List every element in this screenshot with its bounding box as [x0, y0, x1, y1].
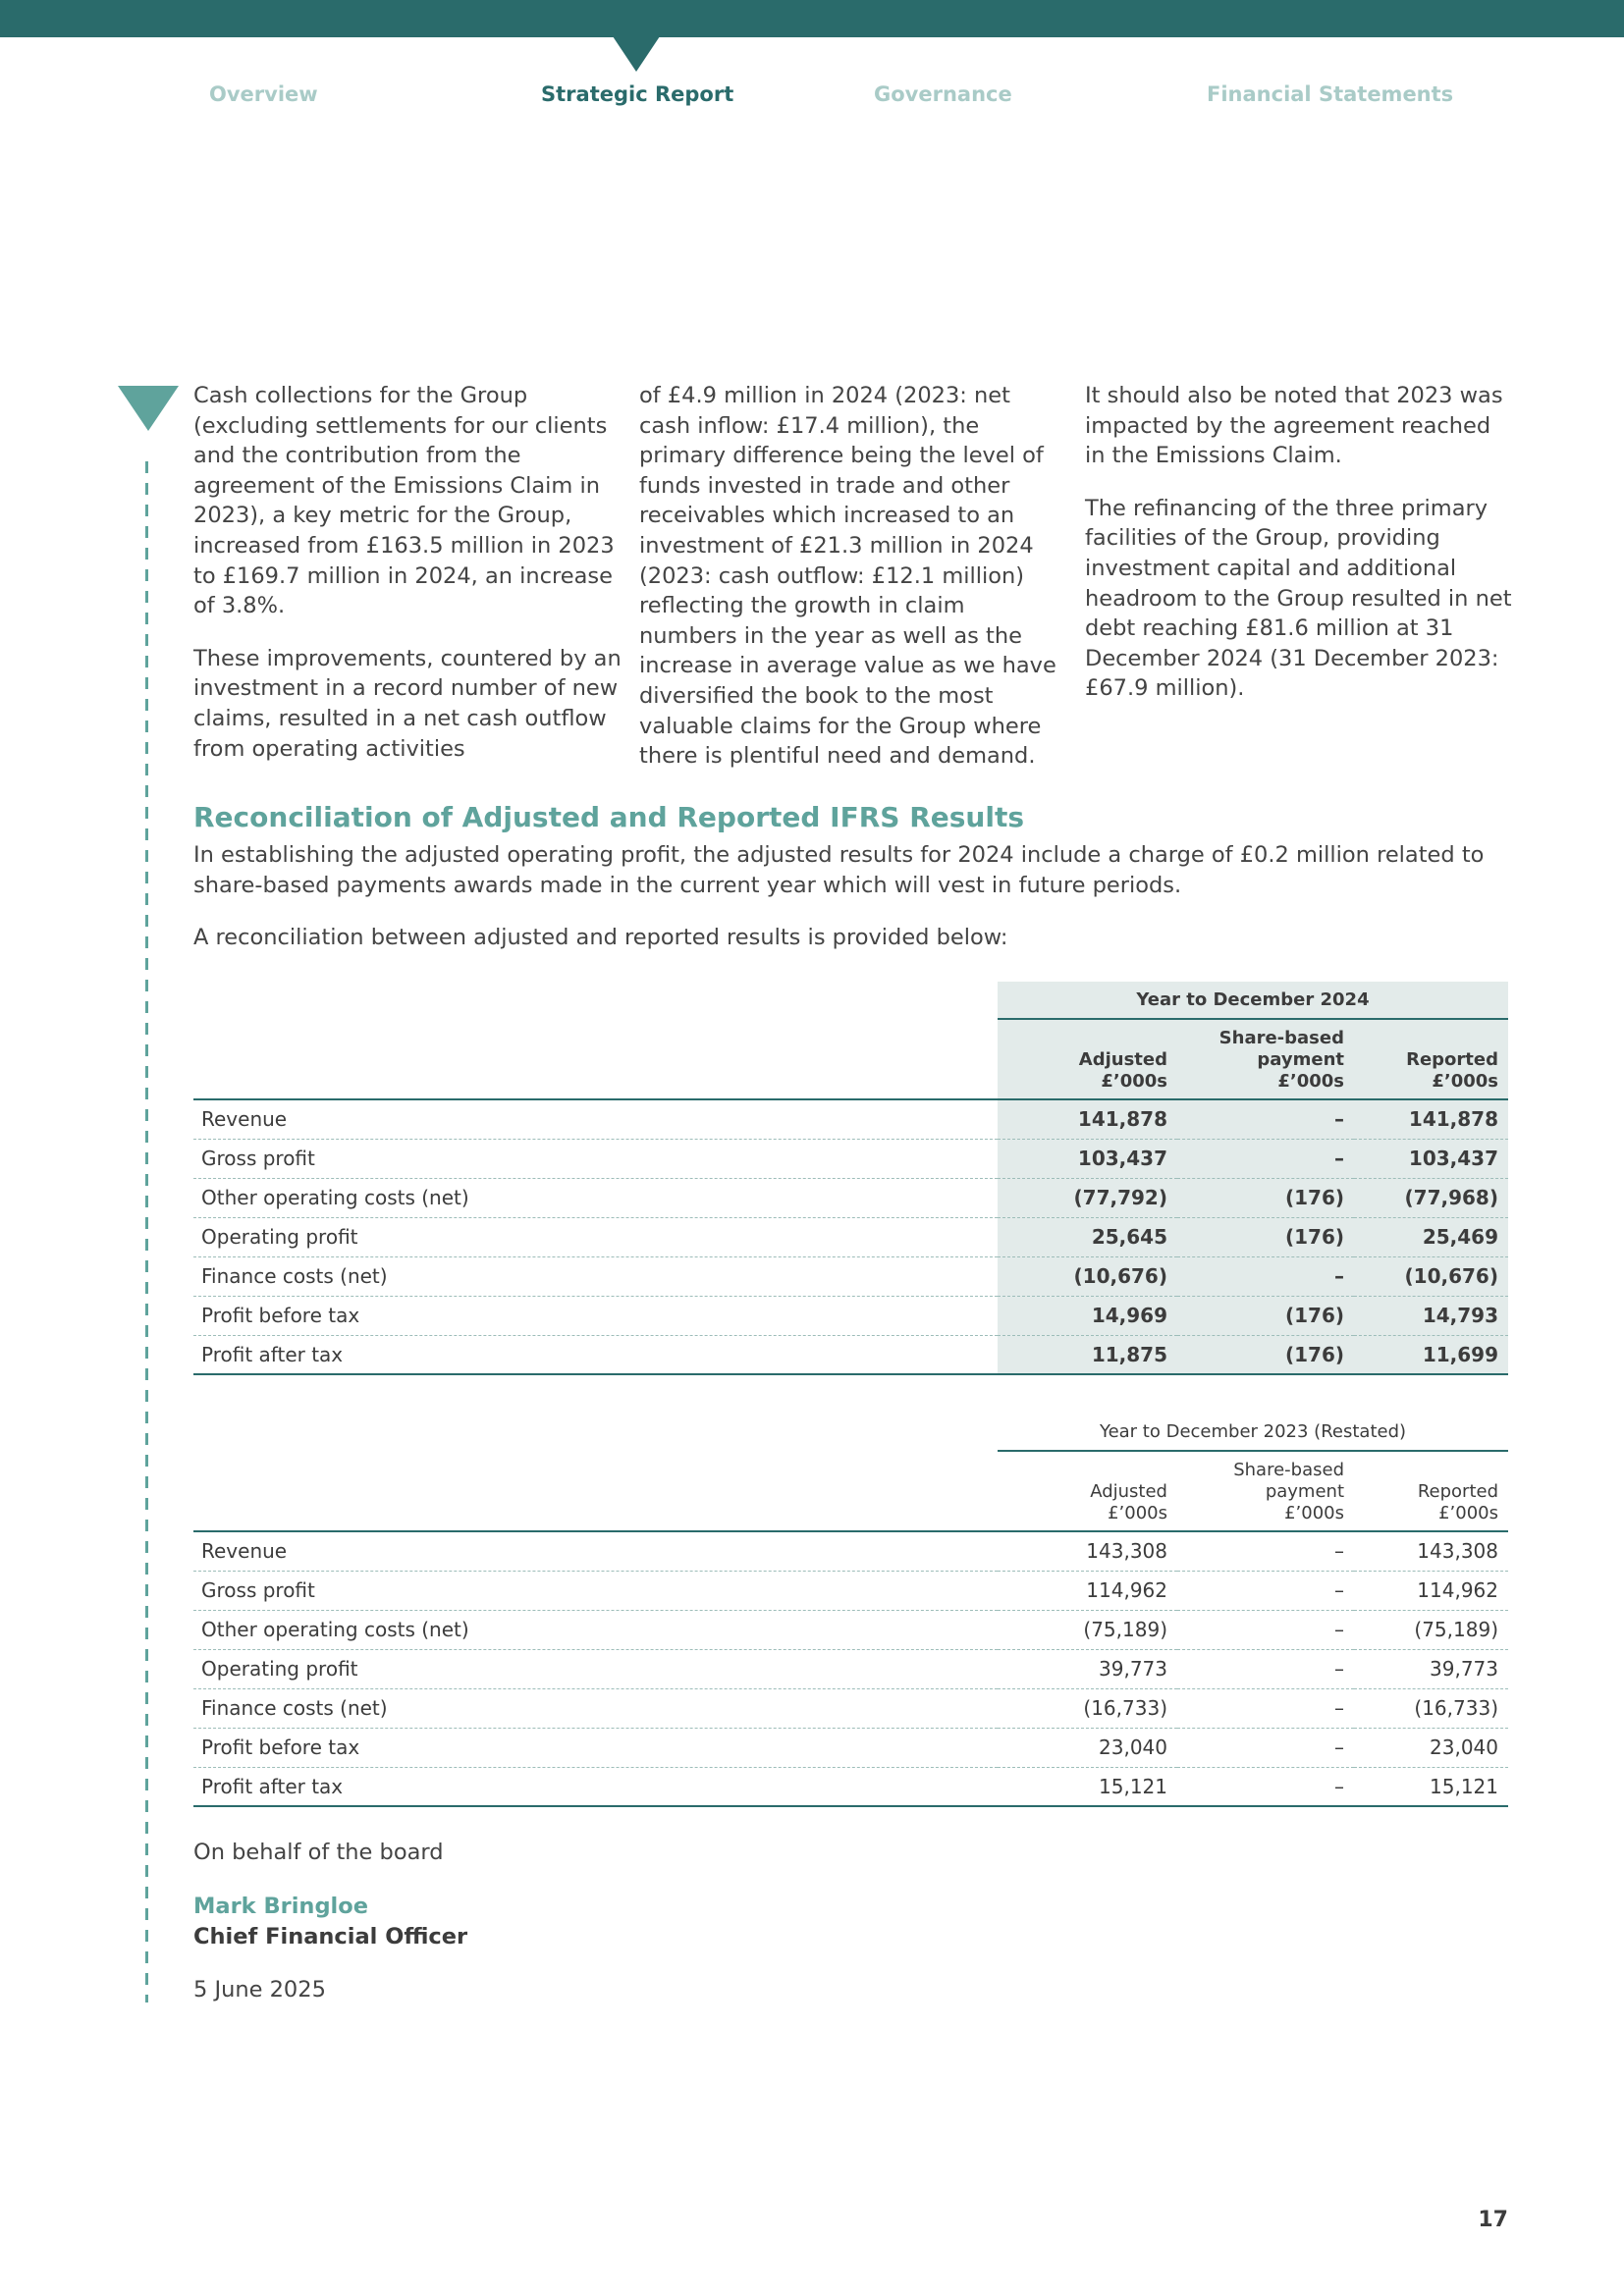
row-label: Gross profit: [193, 1139, 998, 1178]
table-corner: [193, 982, 998, 1019]
paragraph: It should also be noted that 2023 was impacted by the agreement reached in the Emissions Claim.: [1085, 383, 1503, 469]
table-row: [193, 1767, 1508, 1806]
reconciliation-table-2024: [193, 982, 1508, 1375]
table-row: [193, 1099, 1508, 1139]
table-row: [193, 1531, 1508, 1571]
cell-share-based-payment: –: [1177, 1571, 1354, 1610]
top-banner: [0, 0, 1624, 37]
row-label: Profit after tax: [193, 1767, 998, 1806]
cell-share-based-payment: (176): [1177, 1296, 1354, 1335]
signoff-text: On behalf of the board: [193, 1840, 444, 1865]
cell-adjusted: 114,962: [998, 1571, 1177, 1610]
table-row: [193, 1571, 1508, 1610]
row-label: Gross profit: [193, 1571, 998, 1610]
column-header-share-based-payment: Share-based payment £’000s: [1233, 1460, 1344, 1523]
cell-share-based-payment: (176): [1177, 1335, 1354, 1374]
row-label: Profit before tax: [193, 1728, 998, 1767]
cell-share-based-payment: –: [1177, 1688, 1354, 1728]
cell-reported: (75,189): [1354, 1610, 1508, 1649]
body-column-1: [193, 381, 622, 786]
row-label: Revenue: [193, 1099, 998, 1139]
table-row: [193, 1610, 1508, 1649]
row-label: Profit before tax: [193, 1296, 998, 1335]
paragraph: of £4.9 million in 2024 (2023: net cash inflow: £17.4 million), the primary difference being the level of funds invested in trade and other receivables which increased to an investment of £21.3 million in 2024 (2023: cash outflow: £12.1 million) reflecting the growth in claim numbers in the year as well as the increase in average value as we have diversified the book to the most valuable claims for the Group where there is plentiful need and demand.: [639, 383, 1056, 770]
cell-adjusted: 14,969: [998, 1296, 1177, 1335]
body-column-2: [639, 381, 1067, 794]
cell-share-based-payment: –: [1177, 1728, 1354, 1767]
cell-share-based-payment: –: [1177, 1767, 1354, 1806]
table-caption: Year to December 2024: [998, 982, 1508, 1019]
nav-item-overview[interactable]: Overview: [209, 82, 318, 106]
cell-share-based-payment: –: [1177, 1256, 1354, 1296]
cell-reported: 23,040: [1354, 1728, 1508, 1767]
table-row: [193, 1728, 1508, 1767]
cell-share-based-payment: –: [1177, 1649, 1354, 1688]
page-number: 17: [1478, 2208, 1508, 2232]
cell-adjusted: (10,676): [998, 1256, 1177, 1296]
cell-reported: 114,962: [1354, 1571, 1508, 1610]
paragraph: These improvements, countered by an investment in a record number of new claims, resulted in a net cash outflow from operating activities: [193, 645, 622, 762]
table-row: [193, 1649, 1508, 1688]
cell-reported: 14,793: [1354, 1296, 1508, 1335]
cell-adjusted: 143,308: [998, 1531, 1177, 1571]
signoff-date: 5 June 2025: [193, 1977, 326, 2002]
column-header-reported: Reported £’000s: [1417, 1481, 1498, 1523]
table-row: [193, 1178, 1508, 1217]
cell-adjusted: 141,878: [998, 1099, 1177, 1139]
cell-share-based-payment: –: [1177, 1531, 1354, 1571]
reconciliation-table-2023: [193, 1414, 1508, 1807]
cell-reported: (10,676): [1354, 1256, 1508, 1296]
row-label: Other operating costs (net): [193, 1178, 998, 1217]
cell-reported: 141,878: [1354, 1099, 1508, 1139]
row-label: Operating profit: [193, 1217, 998, 1256]
cell-share-based-payment: –: [1177, 1139, 1354, 1178]
cell-share-based-payment: (176): [1177, 1178, 1354, 1217]
cell-share-based-payment: (176): [1177, 1217, 1354, 1256]
table-row: [193, 1139, 1508, 1178]
cell-adjusted: (75,189): [998, 1610, 1177, 1649]
cell-reported: 103,437: [1354, 1139, 1508, 1178]
table-caption: Year to December 2023 (Restated): [998, 1414, 1508, 1451]
cell-adjusted: 103,437: [998, 1139, 1177, 1178]
cell-adjusted: 15,121: [998, 1767, 1177, 1806]
cell-adjusted: 23,040: [998, 1728, 1177, 1767]
active-section-pointer-icon: [613, 36, 660, 72]
cell-reported: (77,968): [1354, 1178, 1508, 1217]
paragraph: The refinancing of the three primary facilities of the Group, providing investment capital and additional headroom to the Group resulted in net debt reaching £81.6 million at 31 December 2024 (31 December 2023: £67.9 million).: [1085, 495, 1512, 702]
dashed-margin-rule: [145, 461, 148, 2002]
table-label-header: [193, 1451, 998, 1531]
signatory-name: Mark Bringloe: [193, 1894, 368, 1919]
paragraph: Cash collections for the Group (excluding settlements for our clients and the contribution from the agreement of the Emissions Claim in 2023), a key metric for the Group, increased from £163.5 million in 2023 to £169.7 million in 2024, an increase of 3.8%.: [193, 383, 615, 619]
column-header-adjusted: Adjusted £’000s: [1090, 1481, 1167, 1523]
section-nav: [0, 82, 1624, 112]
nav-item-financial-statements[interactable]: Financial Statements: [1207, 82, 1454, 106]
column-header-share-based-payment: Share-based payment £’000s: [1177, 1019, 1354, 1099]
cell-share-based-payment: –: [1177, 1610, 1354, 1649]
cell-reported: 25,469: [1354, 1217, 1508, 1256]
row-label: Finance costs (net): [193, 1256, 998, 1296]
reconciliation-intro: [193, 840, 1509, 976]
cell-reported: (16,733): [1354, 1688, 1508, 1728]
cell-adjusted: (16,733): [998, 1688, 1177, 1728]
section-marker-triangle-icon: [118, 386, 179, 431]
cell-adjusted: 25,645: [998, 1217, 1177, 1256]
signatory-title: Chief Financial Officer: [193, 1924, 468, 1949]
table-row: [193, 1256, 1508, 1296]
nav-item-governance[interactable]: Governance: [874, 82, 1012, 106]
cell-reported: 39,773: [1354, 1649, 1508, 1688]
cell-share-based-payment: –: [1177, 1099, 1354, 1139]
section-heading: Reconciliation of Adjusted and Reported IFRS Results: [193, 801, 1024, 833]
cell-adjusted: 39,773: [998, 1649, 1177, 1688]
column-header-reported: Reported £’000s: [1354, 1019, 1508, 1099]
cell-reported: 15,121: [1354, 1767, 1508, 1806]
row-label: Other operating costs (net): [193, 1610, 998, 1649]
table-corner: [193, 1414, 998, 1451]
row-label: Finance costs (net): [193, 1688, 998, 1728]
nav-item-strategic-report[interactable]: Strategic Report: [541, 82, 734, 106]
table-row: [193, 1688, 1508, 1728]
paragraph: A reconciliation between adjusted and reported results is provided below:: [193, 925, 1008, 951]
cell-reported: 11,699: [1354, 1335, 1508, 1374]
row-label: Profit after tax: [193, 1335, 998, 1374]
body-column-3: [1085, 381, 1513, 726]
cell-adjusted: 11,875: [998, 1335, 1177, 1374]
cell-reported: 143,308: [1354, 1531, 1508, 1571]
row-label: Operating profit: [193, 1649, 998, 1688]
table-label-header: [193, 1019, 998, 1099]
paragraph: In establishing the adjusted operating profit, the adjusted results for 2024 include a charge of £0.2 million related to share-based payments awards made in the current year which will vest in future periods.: [193, 842, 1485, 898]
row-label: Revenue: [193, 1531, 998, 1571]
table-row: [193, 1217, 1508, 1256]
column-header-adjusted: Adjusted £’000s: [998, 1019, 1177, 1099]
table-row: [193, 1296, 1508, 1335]
table-row: [193, 1335, 1508, 1374]
cell-adjusted: (77,792): [998, 1178, 1177, 1217]
